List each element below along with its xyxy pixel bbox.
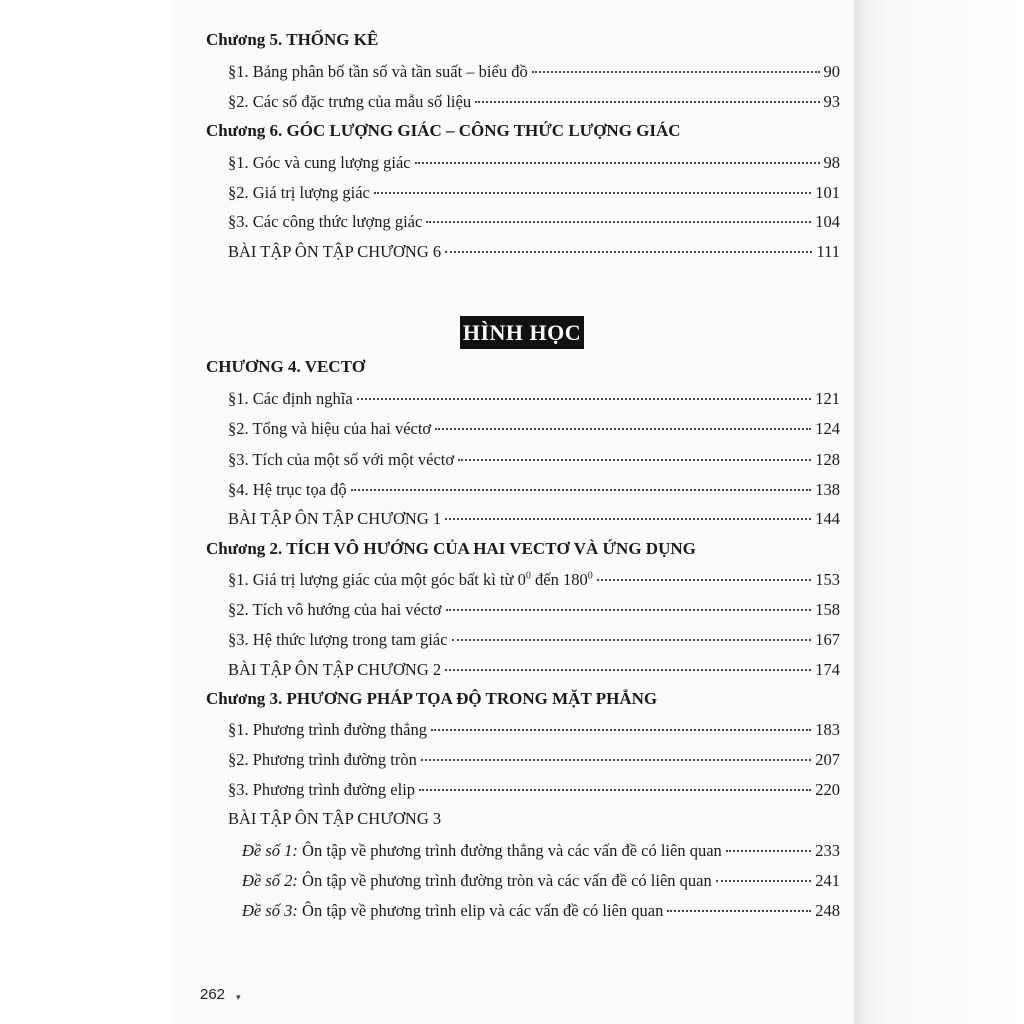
page-number: 262	[200, 986, 226, 1003]
toc-entry	[242, 871, 840, 891]
dot-leader	[419, 789, 811, 791]
toc-entry-label	[242, 841, 722, 861]
print-mark-icon: ▾	[236, 992, 241, 1002]
toc-entry	[228, 212, 840, 232]
toc-entry-page: 144	[815, 509, 840, 528]
toc-entry	[228, 92, 840, 112]
toc-entry	[228, 153, 840, 173]
toc-entry-page: 158	[815, 600, 840, 619]
toc-entry-page: 233	[815, 841, 840, 860]
dot-leader	[726, 850, 811, 852]
toc-entry-label: BÀI TẬP ÔN TẬP CHƯƠNG 6	[228, 242, 442, 261]
label-part: Ôn tập về phương trình đường thẳng và các vấn đề có liên quan	[297, 841, 722, 860]
toc-entry-page: 111	[816, 242, 840, 261]
dot-leader	[458, 459, 811, 461]
toc-entry	[228, 450, 840, 470]
chapter-3-title: Chương 3. PHƯƠNG PHÁP TỌA ĐỘ TRONG MẶT PHẲNG	[206, 689, 658, 708]
toc-entry-page: 220	[815, 780, 840, 799]
toc-entry	[228, 630, 840, 650]
chapter-4-title: CHƯƠNG 4. VECTƠ	[206, 357, 366, 376]
toc-entry-page: 207	[815, 750, 840, 769]
toc-entry-label: BÀI TẬP ÔN TẬP CHƯƠNG 1	[228, 509, 442, 528]
toc-entry	[228, 419, 840, 439]
toc-entry-label: §3. Tích của một số với một véctơ	[228, 450, 455, 469]
dot-leader	[445, 251, 812, 253]
dot-leader	[421, 759, 811, 761]
toc-entry-label: BÀI TẬP ÔN TẬP CHƯƠNG 2	[228, 660, 442, 679]
toc-entry-page: 98	[823, 153, 840, 172]
dot-leader	[446, 609, 812, 611]
toc-entry-label: §2. Giá trị lượng giác	[228, 183, 370, 202]
toc-entry-label: §2. Phương trình đường tròn	[228, 750, 417, 769]
dot-leader	[374, 192, 811, 194]
chapter-5-title: Chương 5. THỐNG KÊ	[206, 30, 379, 49]
toc-entry-label: §3. Phương trình đường elip	[228, 780, 416, 799]
toc-entry-label: §3. Các công thức lượng giác	[228, 212, 423, 231]
exam-prefix: Đề số 1:	[242, 841, 298, 860]
page-edge-shadow	[854, 0, 1024, 1024]
toc-entry-page: 248	[815, 901, 840, 920]
toc-entry	[228, 62, 840, 82]
exam-prefix: Đề số 2:	[242, 871, 298, 890]
toc-entry-label: §1. Phương trình đường thẳng	[228, 720, 427, 739]
toc-entry	[228, 720, 840, 740]
toc-entry	[228, 600, 840, 620]
toc-entry	[228, 570, 840, 590]
chapter-2-title: Chương 2. TÍCH VÔ HƯỚNG CỦA HAI VECTƠ VÀ ỨNG DỤNG	[206, 539, 696, 558]
dot-leader	[716, 880, 812, 882]
toc-entry	[228, 509, 840, 529]
toc-entry	[242, 841, 840, 861]
toc-entry-page: 93	[823, 92, 840, 111]
toc-entry	[228, 183, 840, 203]
toc-entry-label	[242, 901, 663, 921]
toc-entry	[242, 901, 840, 921]
toc-entry-label: BÀI TẬP ÔN TẬP CHƯƠNG 3	[228, 809, 442, 828]
toc-entry-page: 183	[815, 720, 840, 739]
toc-entry	[228, 480, 840, 500]
dot-leader	[415, 162, 820, 164]
toc-entry-page: 174	[815, 660, 840, 679]
dot-leader	[445, 518, 811, 520]
dot-leader	[475, 101, 819, 103]
toc-entry-page: 138	[815, 480, 840, 499]
dot-leader	[667, 910, 811, 912]
toc-entry-label	[228, 570, 593, 590]
toc-entry-label: §1. Bảng phân bố tần số và tần suất – biểu đồ	[228, 62, 528, 81]
toc-entry-page: 124	[815, 419, 840, 438]
toc-entry-label: §4. Hệ trục tọa độ	[228, 480, 347, 499]
toc-entry	[228, 750, 840, 770]
toc-entry	[228, 780, 840, 800]
dot-leader	[445, 669, 811, 671]
toc-entry-label: §3. Hệ thức lượng trong tam giác	[228, 630, 448, 649]
exam-prefix: Đề số 3:	[242, 901, 298, 920]
toc-entry-label: §2. Các số đặc trưng của mẫu số liệu	[228, 92, 472, 111]
dot-leader	[452, 639, 812, 641]
toc-entry-page: 128	[815, 450, 840, 469]
toc-entry-page: 153	[815, 570, 840, 589]
dot-leader	[351, 489, 812, 491]
dot-leader	[426, 221, 811, 223]
label-part: Ôn tập về phương trình đường tròn và các vấn đề có liên quan	[297, 871, 712, 890]
toc-entry-label: §1. Các định nghĩa	[228, 389, 353, 408]
chapter-6-title: Chương 6. GÓC LƯỢNG GIÁC – CÔNG THỨC LƯỢNG GIÁC	[206, 121, 681, 140]
dot-leader	[532, 71, 820, 73]
toc-entry-label: §2. Tổng và hiệu của hai véctơ	[228, 419, 432, 438]
geometry-section-heading: HÌNH HỌC	[460, 316, 584, 349]
toc-entry	[228, 242, 840, 262]
toc-entry-label: §1. Góc và cung lượng giác	[228, 153, 411, 172]
toc-entry-page: 167	[815, 630, 840, 649]
dot-leader	[435, 428, 811, 430]
label-part: Ôn tập về phương trình elip và các vấn đề có liên quan	[297, 901, 664, 920]
dot-leader	[357, 398, 812, 400]
toc-entry	[228, 660, 840, 680]
toc-entry	[228, 389, 840, 409]
label-part: §1. Giá trị lượng giác của một góc bất kì từ 0	[228, 570, 526, 589]
dot-leader	[597, 579, 812, 581]
degree-sup: 0	[525, 570, 531, 582]
toc-entry-page: 104	[815, 212, 840, 231]
toc-entry-label	[242, 871, 712, 891]
toc-entry-label: §2. Tích vô hướng của hai véctơ	[228, 600, 442, 619]
toc-entry-page: 90	[823, 62, 840, 81]
toc-entry-page: 101	[815, 183, 840, 202]
toc-entry-page: 241	[815, 871, 840, 890]
degree-sup: 0	[587, 570, 593, 582]
review-chapter-3-heading	[228, 809, 441, 829]
toc-entry-page: 121	[815, 389, 840, 408]
dot-leader	[431, 729, 811, 731]
label-part: đến 180	[530, 570, 588, 589]
